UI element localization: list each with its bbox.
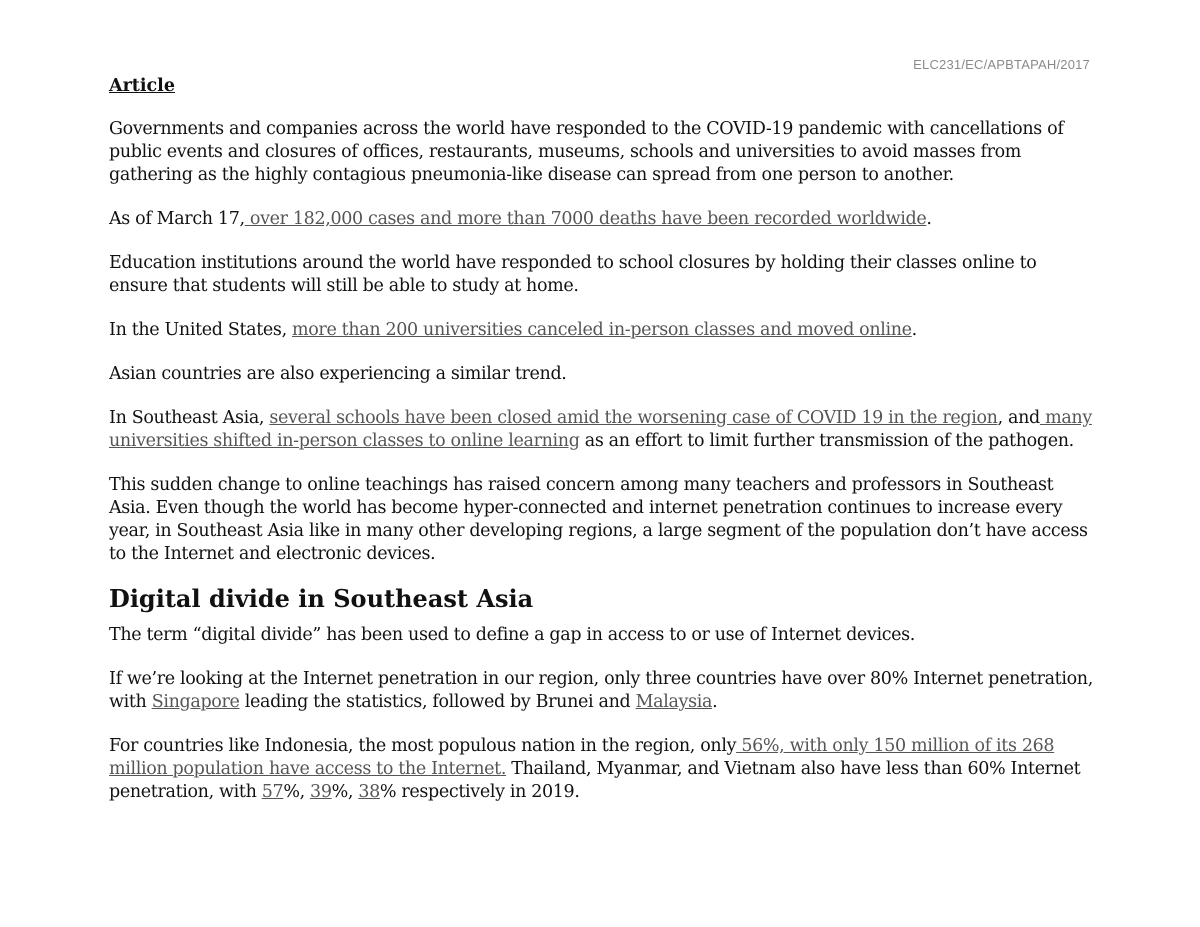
paragraph-8: The term “digital divide” has been used to define a gap in access to or use of Internet devices. <box>109 625 916 645</box>
document-code: ELC231/EC/APBTAPAH/2017 <box>913 57 1090 72</box>
paragraph-4-end: . <box>911 320 917 340</box>
paragraph-10 <box>109 735 1094 804</box>
paragraph-10-end: % respectively in 2019. <box>379 782 580 802</box>
malaysia-link[interactable]: Malaysia <box>635 692 713 712</box>
paragraph-9-text: If we’re looking at the Internet penetration in our region, only three countries have over 80% Internet penetration, with <box>109 669 1093 712</box>
paragraph-6-end: as an effort to limit further transmission of the pathogen. <box>579 431 1074 451</box>
section-heading: Digital divide in Southeast Asia <box>109 584 534 613</box>
paragraph-2-text: As of March 17, <box>109 209 245 229</box>
paragraph-3: Education institutions around the world have responded to school closures by holding their classes online to ensure that students will still be able to study at home. <box>109 253 1037 296</box>
paragraph-9 <box>109 668 1094 714</box>
paragraph-6-middle: , and <box>997 408 1040 428</box>
paragraph-7: This sudden change to online teachings has raised concern among many teachers and professors in Southeast Asia. Even though the world has become hyper-connected and internet penetration continues to increase every year, in Southeast Asia like in many other developing regions, a large segment of the population don’t have access to the Internet and electronic devices. <box>109 475 1088 564</box>
universities-online-link[interactable]: many universities shifted in-person classes to online learning <box>109 408 1092 451</box>
cases-deaths-link[interactable]: over 182,000 cases and more than 7000 deaths have been recorded worldwide <box>244 209 927 229</box>
paragraph-9-end: . <box>712 692 718 712</box>
paragraph-10-sep1: %, <box>283 782 311 802</box>
article-body <box>109 75 1094 825</box>
paragraph-9-middle: leading the statistics, followed by Brunei and <box>239 692 636 712</box>
singapore-link[interactable]: Singapore <box>151 692 240 712</box>
paragraph-4-text: In the United States, <box>109 320 292 340</box>
paragraph-10-middle: Thailand, Myanmar, and Vietnam also have less than 60% Internet penetration, with <box>109 759 1081 802</box>
paragraph-1: Governments and companies across the world have responded to the COVID-19 pandemic with cancellations of public events and closures of offices, restaurants, museums, schools and universities to avoid masses from gathering as the highly contagious pneumonia-like disease can spread from one person to another. <box>109 119 1064 185</box>
paragraph-2 <box>109 208 1094 231</box>
indonesia-stats-link[interactable]: 56%, with only 150 million of its 268 million population have access to the Internet. <box>109 736 1055 779</box>
paragraph-5: Asian countries are also experiencing a similar trend. <box>109 364 567 384</box>
paragraph-6 <box>109 407 1094 453</box>
paragraph-2-end: . <box>926 209 932 229</box>
vietnam-link[interactable]: 38 <box>358 782 380 802</box>
us-universities-link[interactable]: more than 200 universities canceled in-person classes and moved online <box>292 320 912 340</box>
myanmar-link[interactable]: 39 <box>310 782 332 802</box>
schools-closed-link[interactable]: several schools have been closed amid the worsening case of COVID 19 in the region <box>269 408 998 428</box>
thailand-link[interactable]: 57 <box>261 782 284 802</box>
paragraph-10-sep2: %, <box>331 782 359 802</box>
paragraph-10-text: For countries like Indonesia, the most populous nation in the region, only <box>109 736 737 756</box>
paragraph-4 <box>109 319 1094 342</box>
article-label: Article <box>109 76 175 96</box>
paragraph-6-text: In Southeast Asia, <box>109 408 270 428</box>
